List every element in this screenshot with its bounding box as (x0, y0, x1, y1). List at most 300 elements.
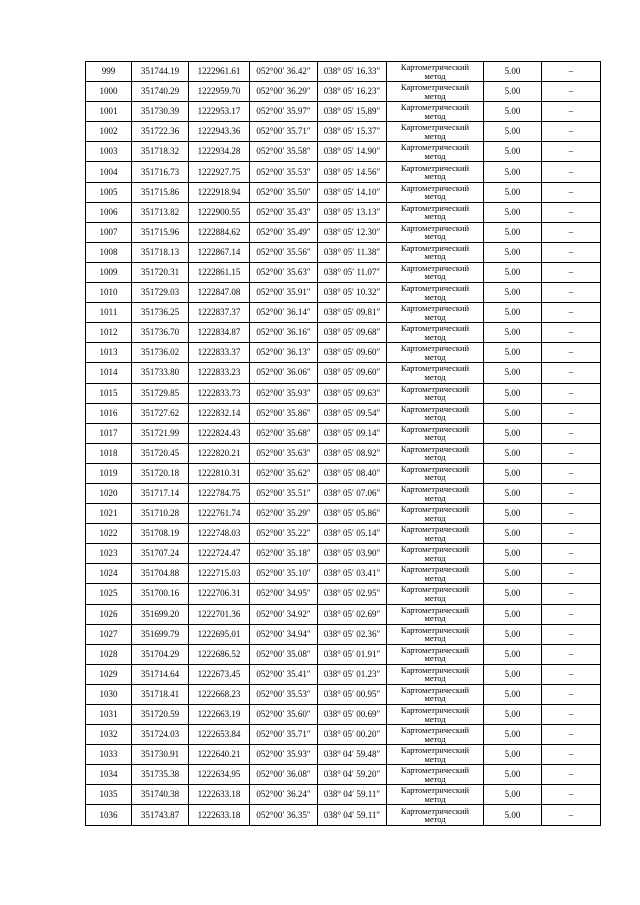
accuracy-cell: 5.00 (484, 62, 542, 82)
method-cell (387, 222, 484, 242)
method-line2: метод (424, 130, 446, 141)
latitude-cell: 052°00′ 35.08″ (250, 644, 318, 664)
table-row (86, 463, 601, 483)
method-line1: Картометрический (400, 725, 470, 736)
note-cell: – (542, 504, 601, 524)
method-cell (387, 202, 484, 222)
point-number-cell: 1012 (86, 323, 132, 343)
method-line1: Картометрический (400, 122, 470, 133)
longitude-cell: 038° 05′ 01.23″ (318, 664, 387, 684)
method-cell (387, 403, 484, 423)
point-number-cell: 1016 (86, 403, 132, 423)
accuracy-cell: 5.00 (484, 403, 542, 423)
latitude-cell: 052°00′ 35.50″ (250, 182, 318, 202)
accuracy-cell: 5.00 (484, 624, 542, 644)
accuracy-cell: 5.00 (484, 644, 542, 664)
coord-y-cell: 1222724.47 (189, 544, 250, 564)
method-line1: Картометрический (400, 664, 470, 675)
accuracy-cell: 5.00 (484, 202, 542, 222)
coordinates-table (85, 61, 601, 826)
accuracy-cell: 5.00 (484, 423, 542, 443)
accuracy-cell: 5.00 (484, 383, 542, 403)
longitude-cell: 038° 05′ 15.89″ (318, 102, 387, 122)
method-line1: Картометрический (400, 363, 470, 374)
coord-x-cell: 351729.03 (132, 283, 189, 303)
latitude-cell: 052°00′ 36.13″ (250, 343, 318, 363)
method-line1: Картометрический (400, 443, 470, 454)
method-line1: Картометрический (400, 202, 470, 213)
method-line1: Картометрический (400, 162, 470, 173)
longitude-cell: 038° 05′ 11.38″ (318, 242, 387, 262)
method-line2: метод (424, 793, 446, 804)
latitude-cell: 052°00′ 36.24″ (250, 785, 318, 805)
coord-x-cell: 351713.82 (132, 202, 189, 222)
point-number-cell: 1009 (86, 262, 132, 282)
method-cell (387, 604, 484, 624)
method-cell (387, 303, 484, 323)
table-row (86, 725, 601, 745)
method-cell (387, 162, 484, 182)
coord-x-cell: 351718.13 (132, 242, 189, 262)
note-cell: – (542, 323, 601, 343)
note-cell: – (542, 805, 601, 825)
table-row (86, 423, 601, 443)
method-line2: метод (424, 331, 446, 342)
table-row (86, 604, 601, 624)
coord-x-cell: 351744.19 (132, 62, 189, 82)
note-cell: – (542, 383, 601, 403)
longitude-cell: 038° 05′ 02.69″ (318, 604, 387, 624)
table-row (86, 584, 601, 604)
note-cell: – (542, 142, 601, 162)
note-cell: – (542, 483, 601, 503)
method-line2: метод (424, 814, 446, 825)
longitude-cell: 038° 04′ 59.11″ (318, 785, 387, 805)
point-number-cell: 1005 (86, 182, 132, 202)
point-number-cell: 1007 (86, 222, 132, 242)
method-line2: метод (424, 251, 446, 262)
latitude-cell: 052°00′ 35.53″ (250, 162, 318, 182)
longitude-cell: 038° 05′ 03.90″ (318, 544, 387, 564)
coord-y-cell: 1222833.73 (189, 383, 250, 403)
table-row (86, 684, 601, 704)
coord-y-cell: 1222833.23 (189, 363, 250, 383)
table-row (86, 82, 601, 102)
note-cell: – (542, 684, 601, 704)
accuracy-cell: 5.00 (484, 765, 542, 785)
note-cell: – (542, 202, 601, 222)
coord-y-cell: 1222900.55 (189, 202, 250, 222)
table-row (86, 102, 601, 122)
latitude-cell: 052°00′ 35.91″ (250, 283, 318, 303)
note-cell: – (542, 624, 601, 644)
point-number-cell: 1020 (86, 483, 132, 503)
latitude-cell: 052°00′ 35.62″ (250, 463, 318, 483)
method-line1: Картометрический (400, 705, 470, 716)
longitude-cell: 038° 05′ 14.90″ (318, 142, 387, 162)
latitude-cell: 052°00′ 35.41″ (250, 664, 318, 684)
accuracy-cell: 5.00 (484, 262, 542, 282)
point-number-cell: 1015 (86, 383, 132, 403)
coord-x-cell: 351722.36 (132, 122, 189, 142)
method-cell (387, 82, 484, 102)
point-number-cell: 1000 (86, 82, 132, 102)
coord-y-cell: 1222834.87 (189, 323, 250, 343)
point-number-cell: 1002 (86, 122, 132, 142)
method-line2: метод (424, 572, 446, 583)
method-line2: метод (424, 613, 446, 624)
longitude-cell: 038° 05′ 10.32″ (318, 283, 387, 303)
method-line2: метод (424, 492, 446, 503)
method-line1: Картометрический (400, 323, 470, 334)
point-number-cell: 999 (86, 62, 132, 82)
point-number-cell: 1014 (86, 363, 132, 383)
longitude-cell: 038° 05′ 07.06″ (318, 483, 387, 503)
note-cell: – (542, 343, 601, 363)
coord-y-cell: 1222686.52 (189, 644, 250, 664)
method-cell (387, 62, 484, 82)
longitude-cell: 038° 05′ 00.20″ (318, 725, 387, 745)
latitude-cell: 052°00′ 35.58″ (250, 142, 318, 162)
longitude-cell: 038° 05′ 09.54″ (318, 403, 387, 423)
longitude-cell: 038° 05′ 09.60″ (318, 343, 387, 363)
latitude-cell: 052°00′ 35.29″ (250, 504, 318, 524)
coord-y-cell: 1222653.84 (189, 725, 250, 745)
method-line1: Картометрический (400, 343, 470, 354)
latitude-cell: 052°00′ 35.97″ (250, 102, 318, 122)
coord-y-cell: 1222867.14 (189, 242, 250, 262)
table-row (86, 564, 601, 584)
longitude-cell: 038° 05′ 09.14″ (318, 423, 387, 443)
method-line2: метод (424, 773, 446, 784)
accuracy-cell: 5.00 (484, 504, 542, 524)
accuracy-cell: 5.00 (484, 283, 542, 303)
note-cell: – (542, 785, 601, 805)
table-row (86, 403, 601, 423)
accuracy-cell: 5.00 (484, 323, 542, 343)
longitude-cell: 038° 05′ 09.63″ (318, 383, 387, 403)
note-cell: – (542, 463, 601, 483)
note-cell: – (542, 262, 601, 282)
table-row (86, 483, 601, 503)
table-row (86, 504, 601, 524)
longitude-cell: 038° 04′ 59.20″ (318, 765, 387, 785)
longitude-cell: 038° 05′ 11.07″ (318, 262, 387, 282)
point-number-cell: 1036 (86, 805, 132, 825)
table-row (86, 705, 601, 725)
accuracy-cell: 5.00 (484, 544, 542, 564)
method-line1: Картометрический (400, 463, 470, 474)
method-line1: Картометрический (400, 484, 470, 495)
coord-x-cell: 351720.31 (132, 262, 189, 282)
coord-x-cell: 351727.62 (132, 403, 189, 423)
method-line1: Картометрический (400, 765, 470, 776)
coord-y-cell: 1222695.01 (189, 624, 250, 644)
table-row (86, 182, 601, 202)
method-line1: Картометрический (400, 262, 470, 273)
method-cell (387, 624, 484, 644)
point-number-cell: 1032 (86, 725, 132, 745)
table-row (86, 222, 601, 242)
note-cell: – (542, 745, 601, 765)
note-cell: – (542, 544, 601, 564)
longitude-cell: 038° 04′ 59.48″ (318, 745, 387, 765)
method-line1: Картометрический (400, 82, 470, 93)
method-cell (387, 564, 484, 584)
method-cell (387, 664, 484, 684)
method-line2: метод (424, 150, 446, 161)
coord-x-cell: 351704.88 (132, 564, 189, 584)
table-row (86, 142, 601, 162)
point-number-cell: 1003 (86, 142, 132, 162)
point-number-cell: 1028 (86, 644, 132, 664)
method-cell (387, 684, 484, 704)
coord-y-cell: 1222810.31 (189, 463, 250, 483)
longitude-cell: 038° 05′ 02.95″ (318, 584, 387, 604)
note-cell: – (542, 705, 601, 725)
longitude-cell: 038° 05′ 08.40″ (318, 463, 387, 483)
method-line2: метод (424, 673, 446, 684)
method-cell (387, 463, 484, 483)
method-line2: метод (424, 713, 446, 724)
accuracy-cell: 5.00 (484, 564, 542, 584)
table-row (86, 805, 601, 825)
method-line1: Картометрический (400, 805, 470, 816)
point-number-cell: 1010 (86, 283, 132, 303)
longitude-cell: 038° 05′ 09.81″ (318, 303, 387, 323)
latitude-cell: 052°00′ 35.18″ (250, 544, 318, 564)
method-cell (387, 544, 484, 564)
method-cell (387, 423, 484, 443)
accuracy-cell: 5.00 (484, 222, 542, 242)
method-line2: метод (424, 90, 446, 101)
point-number-cell: 1024 (86, 564, 132, 584)
coord-x-cell: 351710.28 (132, 504, 189, 524)
note-cell: – (542, 765, 601, 785)
coord-y-cell: 1222833.37 (189, 343, 250, 363)
method-cell (387, 242, 484, 262)
latitude-cell: 052°00′ 36.14″ (250, 303, 318, 323)
method-cell (387, 765, 484, 785)
coord-x-cell: 351704.29 (132, 644, 189, 664)
accuracy-cell: 5.00 (484, 82, 542, 102)
latitude-cell: 052°00′ 36.35″ (250, 805, 318, 825)
latitude-cell: 052°00′ 36.29″ (250, 82, 318, 102)
point-number-cell: 1017 (86, 423, 132, 443)
coord-y-cell: 1222633.18 (189, 805, 250, 825)
accuracy-cell: 5.00 (484, 745, 542, 765)
note-cell: – (542, 564, 601, 584)
latitude-cell: 052°00′ 34.94″ (250, 624, 318, 644)
method-line1: Картометрический (400, 423, 470, 434)
method-line1: Картометрический (400, 584, 470, 595)
coord-y-cell: 1222959.70 (189, 82, 250, 102)
accuracy-cell: 5.00 (484, 705, 542, 725)
note-cell: – (542, 283, 601, 303)
coord-y-cell: 1222634.95 (189, 765, 250, 785)
point-number-cell: 1029 (86, 664, 132, 684)
coord-y-cell: 1222706.31 (189, 584, 250, 604)
coord-x-cell: 351715.86 (132, 182, 189, 202)
method-line2: метод (424, 532, 446, 543)
table-row (86, 745, 601, 765)
coord-y-cell: 1222663.19 (189, 705, 250, 725)
method-line2: метод (424, 733, 446, 744)
longitude-cell: 038° 04′ 59.11″ (318, 805, 387, 825)
method-line2: метод (424, 653, 446, 664)
method-cell (387, 524, 484, 544)
table-row (86, 242, 601, 262)
method-line1: Картометрический (400, 303, 470, 314)
method-cell (387, 443, 484, 463)
method-cell (387, 383, 484, 403)
longitude-cell: 038° 05′ 01.91″ (318, 644, 387, 664)
longitude-cell: 038° 05′ 16.33″ (318, 62, 387, 82)
latitude-cell: 052°00′ 35.86″ (250, 403, 318, 423)
coord-x-cell: 351721.99 (132, 423, 189, 443)
coord-x-cell: 351707.24 (132, 544, 189, 564)
accuracy-cell: 5.00 (484, 182, 542, 202)
method-line2: метод (424, 171, 446, 182)
coord-y-cell: 1222761.74 (189, 504, 250, 524)
latitude-cell: 052°00′ 35.60″ (250, 705, 318, 725)
method-line2: метод (424, 311, 446, 322)
latitude-cell: 052°00′ 35.51″ (250, 483, 318, 503)
table-row (86, 162, 601, 182)
table-row (86, 644, 601, 664)
method-line2: метод (424, 211, 446, 222)
method-cell (387, 323, 484, 343)
longitude-cell: 038° 05′ 00.69″ (318, 705, 387, 725)
method-line2: метод (424, 693, 446, 704)
accuracy-cell: 5.00 (484, 242, 542, 262)
method-cell (387, 504, 484, 524)
point-number-cell: 1006 (86, 202, 132, 222)
note-cell: – (542, 363, 601, 383)
coord-x-cell: 351740.29 (132, 82, 189, 102)
coord-y-cell: 1222748.03 (189, 524, 250, 544)
method-line2: метод (424, 231, 446, 242)
table-row (86, 765, 601, 785)
latitude-cell: 052°00′ 34.92″ (250, 604, 318, 624)
coord-x-cell: 351736.70 (132, 323, 189, 343)
method-cell (387, 705, 484, 725)
coord-x-cell: 351714.64 (132, 664, 189, 684)
coord-y-cell: 1222961.61 (189, 62, 250, 82)
coord-x-cell: 351700.16 (132, 584, 189, 604)
longitude-cell: 038° 05′ 05.14″ (318, 524, 387, 544)
table-row (86, 262, 601, 282)
accuracy-cell: 5.00 (484, 162, 542, 182)
accuracy-cell: 5.00 (484, 443, 542, 463)
latitude-cell: 052°00′ 35.43″ (250, 202, 318, 222)
table-row (86, 524, 601, 544)
method-line2: метод (424, 392, 446, 403)
method-line1: Картометрический (400, 745, 470, 756)
coord-y-cell: 1222668.23 (189, 684, 250, 704)
method-cell (387, 785, 484, 805)
point-number-cell: 1021 (86, 504, 132, 524)
table-row (86, 664, 601, 684)
accuracy-cell: 5.00 (484, 664, 542, 684)
note-cell: – (542, 403, 601, 423)
longitude-cell: 038° 05′ 08.92″ (318, 443, 387, 463)
point-number-cell: 1011 (86, 303, 132, 323)
coord-y-cell: 1222943.36 (189, 122, 250, 142)
coord-x-cell: 351720.45 (132, 443, 189, 463)
method-line1: Картометрический (400, 182, 470, 193)
method-line2: метод (424, 70, 446, 81)
method-cell (387, 584, 484, 604)
latitude-cell: 052°00′ 35.10″ (250, 564, 318, 584)
latitude-cell: 052°00′ 35.22″ (250, 524, 318, 544)
note-cell: – (542, 604, 601, 624)
latitude-cell: 052°00′ 35.56″ (250, 242, 318, 262)
method-line2: метод (424, 633, 446, 644)
method-cell (387, 122, 484, 142)
coord-y-cell: 1222701.36 (189, 604, 250, 624)
longitude-cell: 038° 05′ 00.95″ (318, 684, 387, 704)
coord-y-cell: 1222640.21 (189, 745, 250, 765)
coord-y-cell: 1222715.03 (189, 564, 250, 584)
method-cell (387, 262, 484, 282)
method-cell (387, 805, 484, 825)
table-row (86, 544, 601, 564)
method-cell (387, 102, 484, 122)
coord-x-cell: 351730.91 (132, 745, 189, 765)
coord-x-cell: 351716.73 (132, 162, 189, 182)
coord-x-cell: 351708.19 (132, 524, 189, 544)
longitude-cell: 038° 05′ 09.68″ (318, 323, 387, 343)
table-row (86, 363, 601, 383)
method-line2: метод (424, 412, 446, 423)
table-row (86, 785, 601, 805)
point-number-cell: 1034 (86, 765, 132, 785)
coord-x-cell: 351717.14 (132, 483, 189, 503)
table-row (86, 443, 601, 463)
accuracy-cell: 5.00 (484, 102, 542, 122)
method-cell (387, 363, 484, 383)
coord-x-cell: 351736.25 (132, 303, 189, 323)
point-number-cell: 1008 (86, 242, 132, 262)
coord-y-cell: 1222824.43 (189, 423, 250, 443)
point-number-cell: 1031 (86, 705, 132, 725)
method-cell (387, 745, 484, 765)
table-row (86, 624, 601, 644)
point-number-cell: 1023 (86, 544, 132, 564)
method-line1: Картометрический (400, 142, 470, 153)
longitude-cell: 038° 05′ 15.37″ (318, 122, 387, 142)
accuracy-cell: 5.00 (484, 524, 542, 544)
coord-x-cell: 351715.96 (132, 222, 189, 242)
point-number-cell: 1035 (86, 785, 132, 805)
latitude-cell: 052°00′ 36.06″ (250, 363, 318, 383)
note-cell: – (542, 82, 601, 102)
longitude-cell: 038° 05′ 05.86″ (318, 504, 387, 524)
note-cell: – (542, 222, 601, 242)
coord-y-cell: 1222861.15 (189, 262, 250, 282)
point-number-cell: 1013 (86, 343, 132, 363)
coord-x-cell: 351740.38 (132, 785, 189, 805)
method-line1: Картометрический (400, 524, 470, 535)
point-number-cell: 1027 (86, 624, 132, 644)
latitude-cell: 052°00′ 35.63″ (250, 443, 318, 463)
method-line1: Картометрический (400, 403, 470, 414)
point-number-cell: 1019 (86, 463, 132, 483)
accuracy-cell: 5.00 (484, 303, 542, 323)
longitude-cell: 038° 05′ 03.41″ (318, 564, 387, 584)
method-cell (387, 182, 484, 202)
